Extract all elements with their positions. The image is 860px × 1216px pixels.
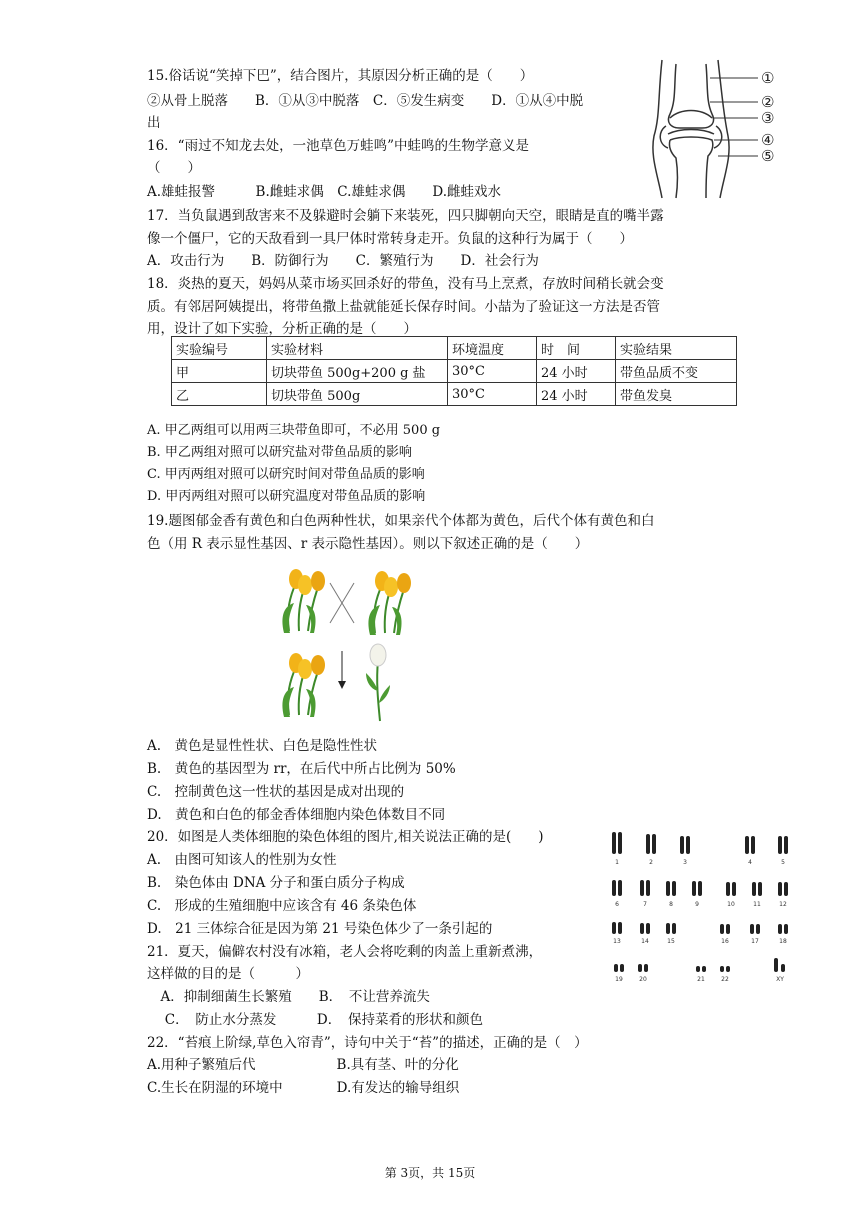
q19-line2: 色（用 R 表示显性基因、r 表示隐性基因）。则以下叙述正确的是（ ） <box>147 536 589 552</box>
q18-option-a: A. 甲乙两组可以用两三块带鱼即可，不必用 500 g <box>147 423 441 438</box>
q15-line2: ②从骨上脱落 B．①从③中脱落 C．⑤发生病变 D．①从④中脱 <box>147 93 584 109</box>
q20-option-b: B. 染色体由 DNA 分子和蛋白质分子构成 <box>147 875 405 891</box>
table-cell: 甲 <box>172 360 267 383</box>
chromosome-label: 21 <box>697 976 705 983</box>
chromosome-pairs <box>612 832 788 972</box>
arrow-head-icon <box>338 681 346 689</box>
table-row <box>172 360 737 383</box>
experiment-table <box>171 336 737 406</box>
joint-label-4: ④ <box>761 131 775 149</box>
q19-option-c: C. 控制黄色这一性状的基因是成对出现的 <box>147 784 405 800</box>
chromosome-label: 3 <box>683 859 687 866</box>
table-cell: 30°C <box>448 360 537 383</box>
table-header: 环境温度 <box>448 337 537 360</box>
q17-line1: 17．当负鼠遇到敌害来不及躲避时会躺下来装死，四只脚朝向天空，眼睛是直的嘴半露 <box>147 208 664 224</box>
table-header: 实验材料 <box>267 337 448 360</box>
q17-line2: 像一个僵尸，它的天敌看到一具尸体时常转身走开。负鼠的这种行为属于（ ） <box>147 231 633 247</box>
table-cell: 切块带鱼 500g+200 g 盐 <box>267 360 448 383</box>
chromosome-label: 7 <box>643 901 647 908</box>
joint-label-3: ③ <box>761 109 775 127</box>
q19-option-a: A. 黄色是显性性状、白色是隐性性状 <box>147 738 378 754</box>
q19-option-b: B. 黄色的基因型为 rr，在后代中所占比例为 50% <box>147 761 456 777</box>
chromosome-label: 19 <box>615 976 623 983</box>
chromosome-label: 14 <box>641 938 649 945</box>
q19-line1: 19.题图郁金香有黄色和白色两种性状，如果亲代个体都为黄色，后代个体有黄色和白 <box>147 513 655 529</box>
chromosome-label: 2 <box>649 859 653 866</box>
table-cell: 切块带鱼 500g <box>267 383 448 406</box>
table-row <box>172 383 737 406</box>
q21-line4: C． 防止水分蒸发 D． 保持菜肴的形状和颜色 <box>147 1012 483 1028</box>
chromosome-label: 18 <box>779 938 787 945</box>
chromosome-label: 17 <box>751 938 759 945</box>
chromosome-label: 10 <box>727 901 735 908</box>
table-cell: 24 小时 <box>537 360 616 383</box>
chromosome-label: 13 <box>613 938 621 945</box>
table-cell: 30°C <box>448 383 537 406</box>
chromosome-label: 8 <box>669 901 673 908</box>
chromosome-label: 4 <box>748 859 752 866</box>
q18-line2: 质。有邻居阿姨提出，将带鱼撒上盐就能延长保存时间。小喆为了验证这一方法是否管 <box>147 299 660 315</box>
chromosome-label: 5 <box>781 859 785 866</box>
q18-line3: 用，设计了如下实验，分析正确的是（ ） <box>147 321 417 337</box>
table-header: 实验结果 <box>616 337 737 360</box>
q18-option-b: B. 甲乙两组对照可以研究盐对带鱼品质的影响 <box>147 445 412 460</box>
q20-option-d: D. 21 三体综合征是因为第 21 号染色体少了一条引起的 <box>147 921 493 937</box>
chromosome-label: 12 <box>779 901 787 908</box>
table-cell: 带鱼发臭 <box>616 383 737 406</box>
q22-line2: A.用种子繁殖后代 B.具有茎、叶的分化 <box>147 1057 459 1073</box>
page-footer: 第 3页，共 15页 <box>384 1166 476 1180</box>
q20-option-a: A. 由图可知该人的性别为女性 <box>147 852 337 868</box>
q16-line1: 16．“雨过不知龙去处，一池草色万蛙鸣”中蛙鸣的生物学意义是 <box>147 138 529 154</box>
chromosome-label: 16 <box>721 938 729 945</box>
q19-option-d: D. 黄色和白色的郁金香体细胞内染色体数目不同 <box>147 807 446 823</box>
q15-line3: 出 <box>147 115 161 131</box>
joint-label-5: ⑤ <box>761 147 775 165</box>
table-header: 实验编号 <box>172 337 267 360</box>
q22-line1: 22．“苔痕上阶绿,草色入帘青”，诗句中关于“苔”的描述，正确的是（ ） <box>147 1035 588 1051</box>
q18-option-c: C. 甲丙两组对照可以研究时间对带鱼品质的影响 <box>147 467 425 482</box>
chromosome-label: 22 <box>721 976 729 983</box>
joint-label-1: ① <box>761 69 775 87</box>
q16-options: A.雄蛙报警 B.雌蛙求偶 C.雄蛙求偶 D.雌蛙戏水 <box>147 184 502 200</box>
table-cell: 24 小时 <box>537 383 616 406</box>
table-cell: 带鱼品质不变 <box>616 360 737 383</box>
yellow-tulip-offspring <box>282 653 325 717</box>
table-header-row <box>172 337 737 360</box>
q20-option-c: C. 形成的生殖细胞中应该含有 46 条染色体 <box>147 898 417 914</box>
chromosome-label: 15 <box>667 938 675 945</box>
chromosome-label: 6 <box>615 901 619 908</box>
joint-label-2: ② <box>761 93 775 111</box>
chromosome-label: 9 <box>695 901 699 908</box>
table-header: 时 间 <box>537 337 616 360</box>
q21-line3: A．抑制细菌生长繁殖 B． 不让营养流失 <box>147 989 430 1005</box>
q22-line3: C.生长在阴湿的环境中 D.有发达的输导组织 <box>147 1080 460 1096</box>
yellow-tulip-parent-1 <box>282 569 325 633</box>
white-tulip-offspring <box>366 644 390 721</box>
chromosome-label: 11 <box>753 901 761 908</box>
joint-figure <box>640 56 790 201</box>
chromosome-label: 20 <box>639 976 647 983</box>
q16-line2: （ ） <box>147 160 201 176</box>
chromosome-label: 1 <box>615 859 619 866</box>
q20-line1: 20．如图是人类体细胞的染色体组的图片,相关说法正确的是( ) <box>147 829 544 845</box>
chromosome-label: XY <box>776 976 784 983</box>
q21-line1: 21．夏天，偏僻农村没有冰箱，老人会将吃剩的肉盖上重新煮沸， <box>147 944 543 960</box>
q17-options: A．攻击行为 B．防御行为 C．繁殖行为 D．社会行为 <box>147 253 539 269</box>
table-cell: 乙 <box>172 383 267 406</box>
q18-line1: 18．炎热的夏天，妈妈从菜市场买回杀好的带鱼，没有马上烹煮，存放时间稍长就会变 <box>147 276 664 292</box>
yellow-tulip-parent-2 <box>368 571 411 635</box>
q21-line2: 这样做的目的是（ ） <box>147 966 309 982</box>
q18-option-d: D. 甲丙两组对照可以研究温度对带鱼品质的影响 <box>147 489 426 504</box>
tulip-cross-figure <box>272 561 420 723</box>
karyotype-figure <box>606 830 796 990</box>
q15-line1: 15.俗话说“笑掉下巴”，结合图片，其原因分析正确的是（ ） <box>147 68 534 84</box>
